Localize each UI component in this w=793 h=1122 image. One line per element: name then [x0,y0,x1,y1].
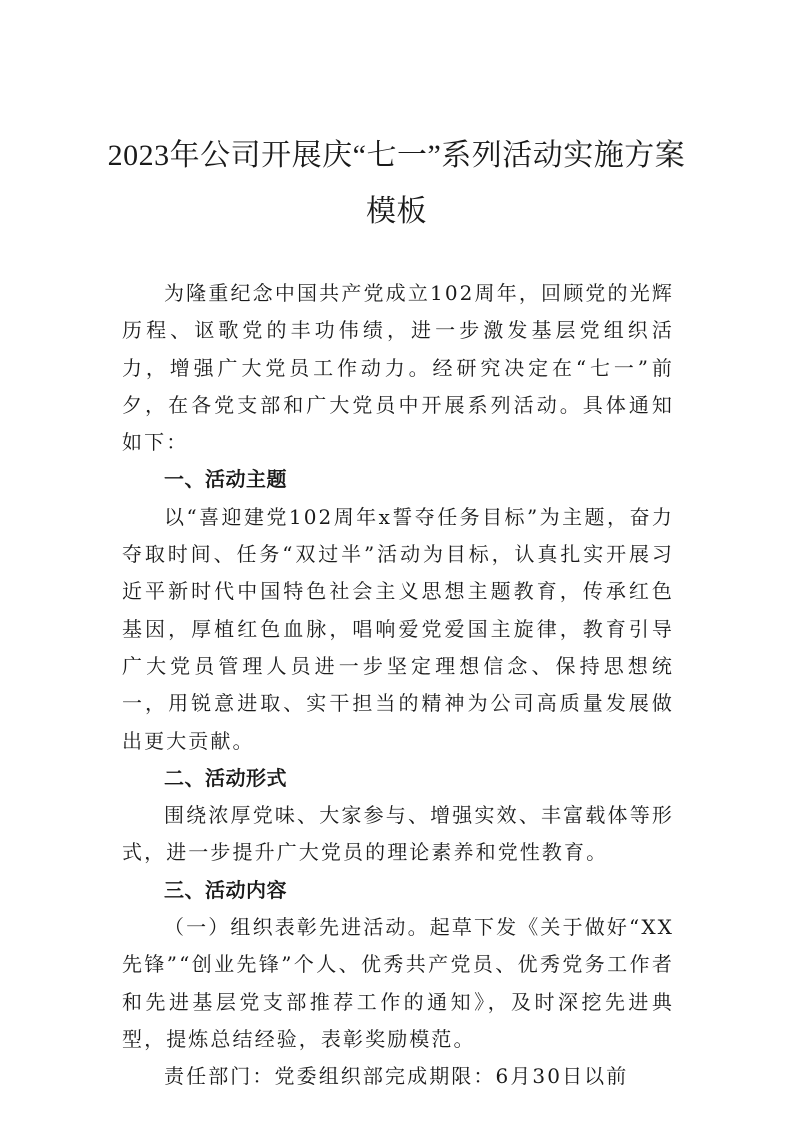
content-item-paragraph [122,909,674,1058]
responsibility-line: 责任部门：党委组织部完成期限：6月30日以前 [164,1064,629,1089]
section-heading-theme: 一、活动主题 [164,467,287,492]
intro-paragraph: 为隆重纪念中国共产党成立102周年，回顾党的光辉历程、讴歌党的丰功伟绩，进一步激发基层党组织活力，增强广大党员工作动力。经研究决定在“七一”前夕，在各党支部和广大党员中开展系列活动。具体通知如下： [122,281,674,455]
section-heading-form: 二、活动形式 [164,765,287,790]
section-form-paragraph: 围绕浓厚党味、大家参与、增强实效、丰富载体等形式，进一步提升广大党员的理论素养和党性教育。 [122,803,674,865]
content-item-text: 起草下发《关于做好“XX先锋”“创业先锋”个人、优秀共产党员、优秀党务工作者和先进基层党支部推荐工作的通知》，及时深挖先进典型，提炼总结经验，表彰奖励模范。 [122,915,675,1051]
section-heading-content: 三、活动内容 [164,877,287,902]
document-title: 2023年公司开展庆“七一”系列活动实施方案模板 [107,139,686,228]
document-body [122,275,674,1096]
section-theme-paragraph: 以“喜迎建党102周年x誓夺任务目标”为主题，奋力夺取时间、任务“双过半”活动为目标，认真扎实开展习近平新时代中国特色社会主义思想主题教育，传承红色基因，厚植红色血脉，唱响爱党爱国主旋律，教育引导广大党员管理人员进一步坚定理想信念、保持思想统一，用锐意进取、实干担当的精神为公司高质量发展做出更大贡献。 [122,504,674,753]
content-item-lead: （一）组织表彰先进活动。 [164,915,430,940]
